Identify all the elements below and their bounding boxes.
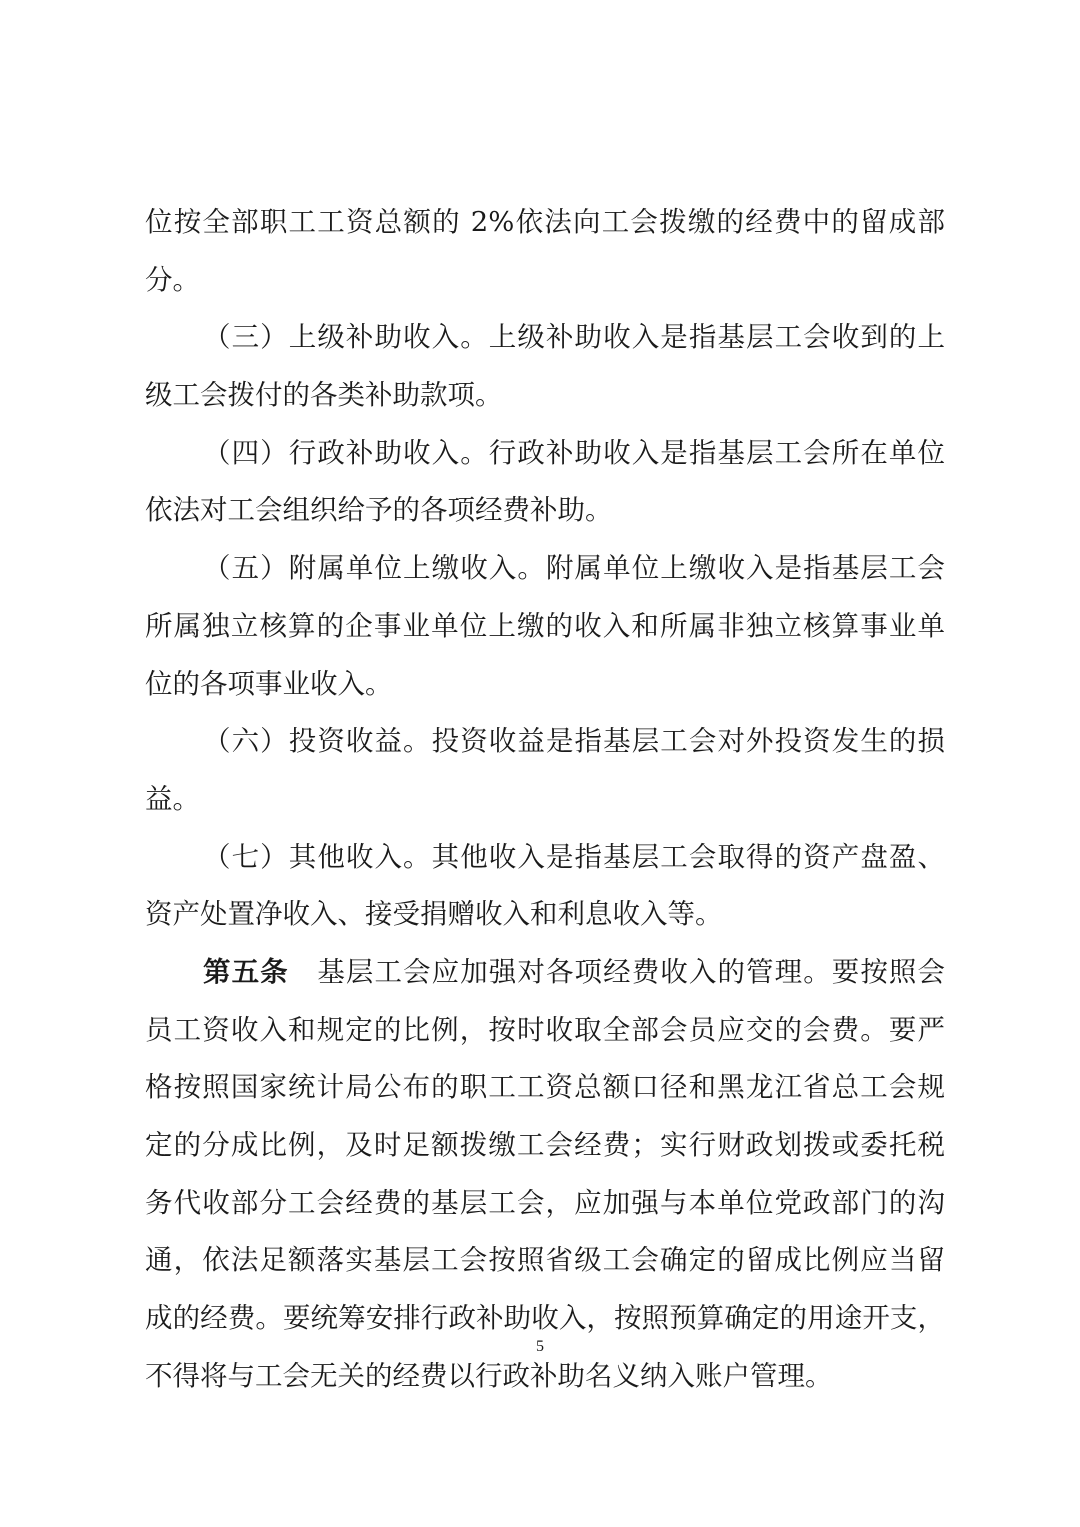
text-line: 分。	[145, 263, 200, 296]
text-line: （七）其他收入。其他收入是指基层工会取得的资产盘盈、	[203, 840, 945, 873]
text-line: 级工会拨付的各类补助款项。	[145, 379, 503, 412]
text-line: 员工资收入和规定的比例，按时收取全部会员应交的会费。要严	[145, 1013, 945, 1046]
text-line: （四）行政补助收入。行政补助收入是指基层工会所在单位	[203, 436, 945, 469]
article-line	[145, 944, 945, 1002]
text-line: 成的经费。要统筹安排行政补助收入，按照预算确定的用途开支，	[145, 1302, 945, 1335]
text-line: 益。	[145, 782, 200, 815]
text-line: （五）附属单位上缴收入。附属单位上缴收入是指基层工会	[203, 552, 945, 585]
text-line: 格按照国家统计局公布的职工工资总额口径和黑龙江省总工会规	[145, 1071, 945, 1104]
text-line: 通，依法足额落实基层工会按照省级工会确定的留成比例应当留	[145, 1244, 945, 1277]
text-line: 定的分成比例，及时足额拨缴工会经费；实行财政划拨或委托税	[145, 1129, 945, 1161]
text-line: 所属独立核算的企事业单位上缴的收入和所属非独立核算事业单	[145, 609, 945, 642]
text-line: 资产处置净收入、接受捐赠收入和利息收入等。	[145, 898, 723, 931]
text-line: 依法对工会组织给予的各项经费补助。	[145, 494, 613, 527]
text-line: 位按全部职工工资总额的 2%依法向工会拨缴的经费中的留成部	[145, 206, 945, 238]
article-label: 第五条	[203, 955, 289, 988]
article-text: 基层工会应加强对各项经费收入的管理。要按照会	[316, 955, 946, 988]
text-line: （六）投资收益。投资收益是指基层工会对外投资发生的损	[203, 725, 945, 758]
text-line: （三）上级补助收入。上级补助收入是指基层工会收到的上	[203, 321, 945, 354]
page-number: 5	[536, 1338, 544, 1355]
body-text	[145, 194, 945, 1405]
text-line: 不得将与工会无关的经费以行政补助名义纳入账户管理。	[145, 1359, 833, 1392]
text-line: 务代收部分工会经费的基层工会，应加强与本单位党政部门的沟	[145, 1186, 945, 1219]
text-line: 位的各项事业收入。	[145, 667, 393, 700]
